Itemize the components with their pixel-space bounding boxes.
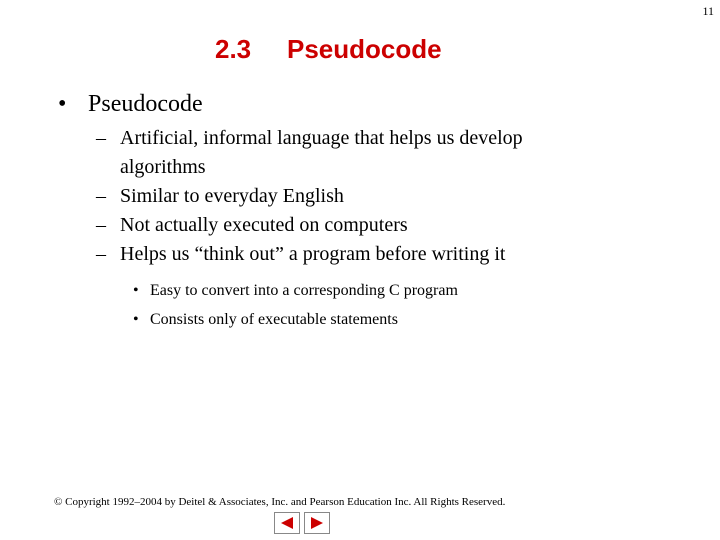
bullet-mark: • bbox=[133, 311, 139, 328]
slide-navigation bbox=[274, 512, 330, 534]
triangle-right-icon bbox=[309, 516, 325, 530]
triangle-left-icon bbox=[279, 516, 295, 530]
dash-mark: – bbox=[96, 185, 106, 207]
sub-sub-bullet-text: Consists only of executable statements bbox=[150, 311, 398, 328]
sub-sub-bullet-item bbox=[58, 276, 700, 305]
sub-bullet-item bbox=[58, 124, 580, 182]
dash-mark: – bbox=[96, 214, 106, 236]
sub-bullet-text: Artificial, informal language that helps us develop algorithms bbox=[120, 127, 523, 178]
sub-bullet-item bbox=[58, 240, 580, 269]
sub-sub-bullet-item bbox=[58, 305, 700, 334]
dash-mark: – bbox=[96, 127, 106, 149]
sub-bullet-text: Not actually executed on computers bbox=[120, 214, 408, 236]
dash-mark: – bbox=[96, 243, 106, 265]
bullet-mark: • bbox=[58, 91, 67, 117]
sub-sub-bullet-text: Easy to convert into a corresponding C program bbox=[150, 282, 458, 299]
previous-slide-button[interactable] bbox=[274, 512, 300, 534]
copyright-notice: © Copyright 1992–2004 by Deitel & Associates, Inc. and Pearson Education Inc. All Rights Reserved. bbox=[54, 496, 506, 508]
bullet-mark: • bbox=[133, 282, 139, 299]
section-number: 2.3 bbox=[215, 34, 252, 64]
slide-title bbox=[215, 34, 442, 65]
section-title: Pseudocode bbox=[287, 34, 442, 64]
sub-bullet-text: Similar to everyday English bbox=[120, 185, 344, 207]
page-number: 11 bbox=[702, 4, 714, 18]
bullet-list bbox=[58, 88, 700, 334]
sub-bullet-item bbox=[58, 182, 580, 211]
bullet-text: Pseudocode bbox=[88, 91, 203, 117]
sub-bullet-text: Helps us “think out” a program before writing it bbox=[120, 243, 506, 265]
next-slide-button[interactable] bbox=[304, 512, 330, 534]
sub-bullet-item bbox=[58, 211, 580, 240]
sub-sub-bullet-list bbox=[58, 276, 700, 334]
bullet-item bbox=[58, 88, 700, 120]
